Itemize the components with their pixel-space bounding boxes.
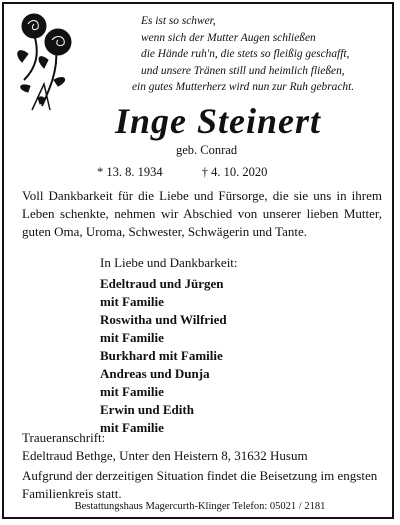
mourner-line: Roswitha und Wilfried <box>100 312 227 327</box>
address-text: Edeltraud Bethge, Unter den Heistern 8, 31632 Husum <box>22 448 308 463</box>
mourner-line: Burkhard mit Familie <box>100 348 223 363</box>
poem <box>132 13 393 96</box>
mourning-address <box>22 429 308 465</box>
life-dates <box>97 165 267 180</box>
birth-date: * 13. 8. 1934 <box>97 165 163 179</box>
thanks-text: Voll Dankbarkeit für die Liebe und Fürsorge, die sie uns in ihrem Leben schenkte, nehmen wir Abschied von unserer lieben Mutter, guten Oma, Uroma, Schwester, Schwägerin und Tante. <box>22 188 382 239</box>
poem-line: wenn sich der Mutter Augen schließen <box>141 31 316 44</box>
address-label: Traueranschrift: <box>22 430 106 445</box>
mourner-line: Edeltraud und Jürgen <box>100 276 224 291</box>
mourner-line: mit Familie <box>100 330 164 345</box>
maiden-name: geb. Conrad <box>176 143 238 157</box>
roses-icon <box>14 10 76 122</box>
deceased-name: Inge Steinert <box>115 101 322 141</box>
poem-line: die Hände ruh'n, die stets so fleißig geschafft, <box>141 48 350 61</box>
mourner-line: mit Familie <box>100 294 164 309</box>
signoff: In Liebe und Dankbarkeit: <box>100 255 238 270</box>
mourners-list <box>100 275 227 437</box>
undertaker-footer: Bestattungshaus Magercurth-Klinger Telefon: 05021 / 2181 <box>74 501 326 512</box>
poem-line: und unsere Tränen still und heimlich fließen, <box>141 64 345 77</box>
mourner-line: Erwin und Edith <box>100 402 194 417</box>
obituary-notice <box>2 2 394 519</box>
mourner-line: mit Familie <box>100 420 164 435</box>
funeral-note: Aufgrund der derzeitigen Situation findet die Beisetzung im engsten Familienkreis statt. <box>22 468 378 501</box>
poem-line: Es ist so schwer, <box>141 15 216 27</box>
mourner-line: mit Familie <box>100 384 164 399</box>
poem-line: ein gutes Mutterherz wird nun zur Ruh gebracht. <box>132 81 355 94</box>
mourner-line: Andreas und Dunja <box>100 366 210 381</box>
death-date: † 4. 10. 2020 <box>201 165 268 179</box>
